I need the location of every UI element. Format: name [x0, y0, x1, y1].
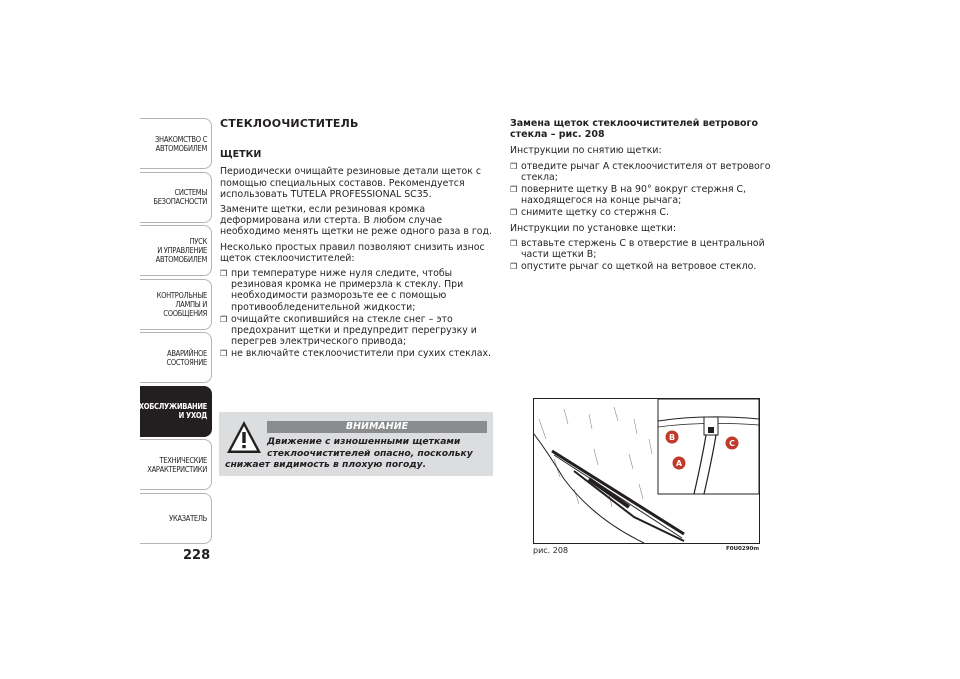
tab-emergency[interactable] [140, 332, 212, 383]
figure-code: F0U0290m [726, 546, 760, 552]
tab-acquaintance[interactable] [140, 118, 212, 169]
tab-label: АВАРИЙНОЕ СОСТОЯНИЕ [166, 348, 207, 367]
paragraph: Замените щетки, если резиновая кромка деформирована или стерта. В любом случае необходимо менять щетки не реже одного раза в год. [220, 204, 492, 238]
sidebar-nav [130, 118, 212, 546]
list-item: ❒ отведите рычаг A стеклоочистителя от ветрового стекла; [510, 161, 772, 183]
install-intro: Инструкции по установке щетки: [510, 222, 676, 234]
tab-label: СИСТЕМЫ БЕЗОПАСНОСТИ [153, 188, 207, 206]
paragraph: Несколько простых правил позволяют снизить износ щеток стеклоочистителей: [220, 241, 485, 264]
warning-title: ВНИМАНИЕ [267, 421, 487, 433]
list-item: ❒ очищайте скопившийся на стекле снег – это предохранит щетки и предупредит перегрузку и перегрев электрического привода; [220, 314, 495, 348]
left-column [220, 118, 495, 361]
tab-start-driving[interactable] [140, 225, 212, 276]
figure-caption: рис. 208 [533, 546, 569, 555]
paragraph: Периодически очищайте резиновые детали щеток с помощью специальных составов. Рекомендуется использовать TUTELA PROFESSIONAL SC35. [220, 166, 482, 200]
tab-label: ПУСК И УПРАВЛЕНИЕ АВТОМОБИЛЕМ [155, 237, 207, 264]
tab-index[interactable] [140, 493, 212, 544]
tab-warning-lights[interactable] [140, 279, 212, 330]
section-title: СТЕКЛООЧИСТИТЕЛЬ [220, 117, 359, 130]
removal-list [510, 161, 772, 219]
warning-box [219, 412, 493, 476]
tab-maintenance[interactable] [130, 386, 212, 437]
warning-text [225, 436, 487, 471]
install-list [510, 238, 772, 273]
procedure-heading: Замена щеток стеклоочистителей ветрового стекла – рис. 208 [510, 118, 759, 141]
page-number: 228 [183, 548, 211, 563]
list-item: ❒ вставьте стержень C в отверстие в центральной части щетки B; [510, 238, 772, 260]
list-item: ❒ не включайте стеклоочистители при сухих стеклах. [220, 348, 495, 359]
right-column [510, 118, 772, 273]
tab-label: ТЕХОБСЛУЖИВАНИЕ И УХОД [130, 402, 207, 420]
wiper-illustration [533, 398, 760, 544]
tab-safety[interactable] [140, 172, 212, 223]
label-a: A [675, 459, 683, 468]
tips-list [220, 268, 495, 360]
tab-label: УКАЗАТЕЛЬ [169, 513, 207, 523]
warning-line: Движение с изношенными щетками [267, 436, 461, 447]
warning-line: стеклоочистителей опасно, поскольку [267, 447, 473, 459]
list-item: ❒ поверните щетку B на 90° вокруг стержня C, находящегося на конце рычага; [510, 184, 772, 206]
warning-line: снижает видимость в плохую погоду. [225, 459, 427, 470]
label-b: B [668, 433, 676, 442]
section-subtitle: ЩЕТКИ [220, 149, 262, 161]
tab-label: ЗНАКОМСТВО С АВТОМОБИЛЕМ [155, 134, 207, 153]
wiper-drawing [534, 399, 759, 543]
list-item: ❒ снимите щетку со стержня C. [510, 207, 772, 218]
list-item: ❒ при температуре ниже нуля следите, чтобы резиновая кромка не примерзла к стеклу. При необходимости разморозьте ее с помощью противообледенительной жидкости; [220, 268, 495, 313]
removal-intro: Инструкции по снятию щетки: [510, 145, 662, 157]
list-item: ❒ опустите рычаг со щеткой на ветровое стекло. [510, 261, 772, 272]
label-c: C [729, 439, 735, 448]
tab-technical-specs[interactable] [140, 439, 212, 490]
tab-label: КОНТРОЛЬНЫЕ ЛАМПЫ И СООБЩЕНИЯ [156, 290, 207, 318]
tab-label: ТЕХНИЧЕСКИЕ ХАРАКТЕРИСТИКИ [147, 455, 207, 474]
